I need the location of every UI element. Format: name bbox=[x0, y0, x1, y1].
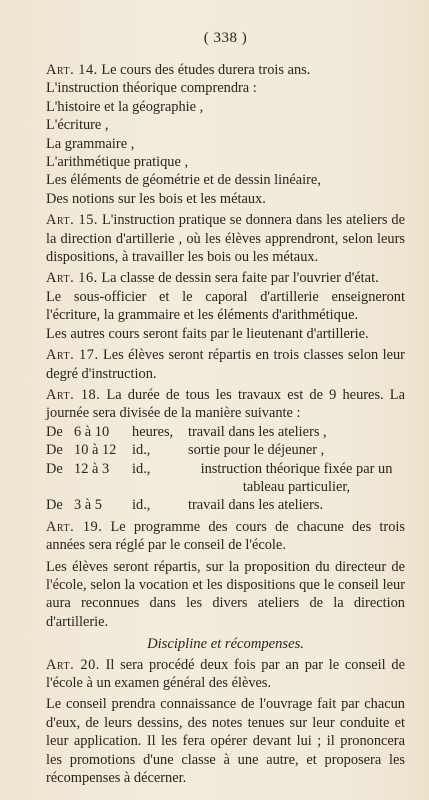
article-text: Les élèves seront répartis en trois classes selon leur degré d'instruction. bbox=[46, 347, 405, 382]
article-19 bbox=[46, 518, 405, 555]
list-item: Les éléments de géométrie et de dessin linéaire, bbox=[46, 172, 321, 189]
article-label: Art. 18. bbox=[46, 386, 101, 403]
article-label: Art. 14. bbox=[46, 62, 98, 78]
article-18 bbox=[46, 386, 405, 423]
article-15 bbox=[46, 211, 405, 266]
schedule-time: 6 à 10 bbox=[74, 423, 110, 440]
schedule-prep: De bbox=[46, 460, 63, 477]
article-16 bbox=[46, 269, 405, 287]
schedule-unit: id., bbox=[132, 460, 151, 477]
paragraph: Les autres cours seront faits par le lieutenant d'artillerie. bbox=[46, 325, 369, 342]
schedule-prep: De bbox=[46, 442, 63, 459]
schedule-table bbox=[46, 423, 405, 515]
article-text: L'instruction pratique se donnera dans les ateliers de la direction d'artillerie , où les élèves apprendront, selon leurs dispositions, à travailler les bois ou les métaux. bbox=[46, 212, 405, 266]
schedule-prep: De bbox=[46, 497, 63, 514]
schedule-row bbox=[46, 460, 405, 497]
schedule-activity: instruction théorique fixée par un tableau particulier, bbox=[200, 460, 393, 495]
schedule-time: 3 à 5 bbox=[74, 497, 102, 514]
paragraph: Le sous-officier et le caporal d'artillerie enseigneront l'écriture, la grammaire et les éléments d'arithmétique. bbox=[46, 288, 405, 324]
article-17 bbox=[46, 346, 405, 383]
paragraph: Les élèves seront répartis, sur la proposition du directeur de l'école, selon la vocation et les dispositions que le conseil leur aura reconnues dans les divers ateliers de la direction d'artillerie. bbox=[46, 558, 405, 630]
list-item: La grammaire , bbox=[46, 135, 135, 152]
schedule-row bbox=[46, 441, 405, 459]
schedule-time: 12 à 3 bbox=[74, 460, 110, 477]
list-item: L'instruction théorique comprendra : bbox=[46, 80, 257, 97]
article-label: Art. 19. bbox=[46, 518, 103, 535]
schedule-activity: sortie pour le déjeuner , bbox=[188, 442, 325, 459]
paragraph: Le conseil prendra connaissance de l'ouvrage fait par chacun d'eux, de leurs dessins, des notes tenues sur leur conduite et leur application. Il les fera opérer devant lui ; il prononcera les promotions d'une classe à une autre, et proposera les récompenses à décerner. bbox=[46, 696, 405, 787]
list-item: Des notions sur les bois et les métaux. bbox=[46, 190, 266, 207]
schedule-unit: id., bbox=[132, 442, 151, 459]
article-text: La durée de tous les travaux est de 9 heures. La journée sera divisée de la manière suivante : bbox=[46, 386, 405, 422]
schedule-prep: De bbox=[46, 423, 63, 440]
article-20 bbox=[46, 656, 405, 693]
schedule-unit: id., bbox=[132, 497, 151, 514]
schedule-activity: travail dans les ateliers. bbox=[188, 497, 324, 514]
article-label: Art. 20. bbox=[46, 656, 100, 673]
list-item: L'arithmétique pratique , bbox=[46, 154, 189, 171]
article-label: Art. 15. bbox=[46, 212, 99, 229]
section-heading: Discipline et récompenses. bbox=[147, 636, 304, 653]
article-text: La classe de dessin sera faite par l'ouvrier d'état. bbox=[101, 270, 379, 287]
article-text: Le cours des études durera trois ans. bbox=[101, 62, 311, 78]
schedule-activity: travail dans les ateliers , bbox=[188, 423, 327, 440]
page-number: ( 338 ) bbox=[203, 30, 248, 46]
schedule-time: 10 à 12 bbox=[74, 442, 117, 459]
article-label: Art. 17. bbox=[46, 347, 99, 364]
article-text: Il sera procédé deux fois par an par le conseil de l'école à un examen général des élèves. bbox=[46, 656, 405, 691]
schedule-row bbox=[46, 496, 405, 514]
article-text: Le programme des cours de chacune des trois années sera réglé par le conseil de l'école. bbox=[46, 518, 405, 554]
list-item: L'histoire et la géographie , bbox=[46, 98, 204, 115]
schedule-unit: heures, bbox=[132, 423, 174, 440]
schedule-row bbox=[46, 423, 405, 441]
list-item: L'écriture , bbox=[46, 117, 109, 134]
article-label: Art. 16. bbox=[46, 270, 98, 287]
article-14 bbox=[46, 61, 405, 208]
